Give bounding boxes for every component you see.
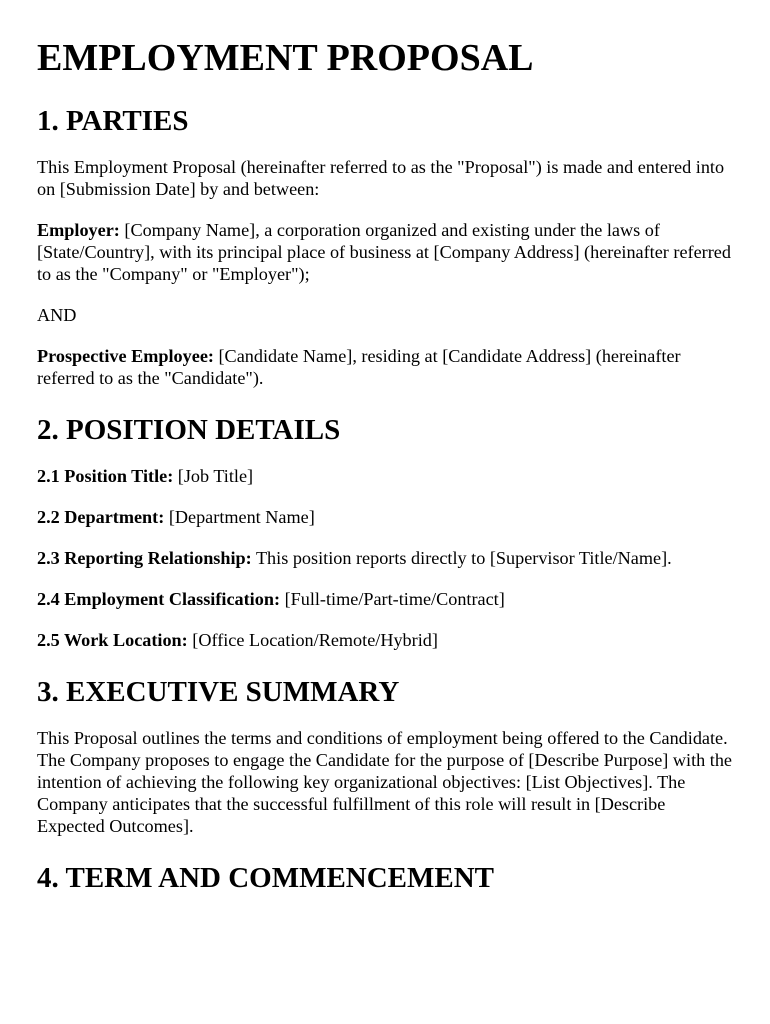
summary-paragraph: This Proposal outlines the terms and conditions of employment being offered to the Candidate. The Company proposes to engage the Candidate for the purpose of [Describe Purpose] with the intention of achieving the following key organizational objectives: [List Objectives]. The Company anticipates that the successful fulfillment of this role will result in [Describe Expected Outcomes]. [37, 728, 732, 836]
document-title: EMPLOYMENT PROPOSAL [37, 37, 534, 79]
employer-paragraph [37, 219, 733, 285]
position-item-title [37, 465, 733, 487]
position-item-department [37, 506, 733, 528]
section-heading-summary: 3. EXECUTIVE SUMMARY [37, 676, 400, 708]
position-item-label: 2.4 Employment Classification: [37, 589, 281, 609]
section-heading-position: 2. POSITION DETAILS [37, 414, 341, 446]
position-item-location [37, 629, 733, 651]
position-item-label: 2.1 Position Title: [37, 466, 174, 486]
employer-label: Employer: [37, 220, 120, 240]
employer-text: [Company Name], a corporation organized and existing under the laws of [State/Country], with its principal place of business at [Company Address] (hereinafter referred to as the "Company" or "Employer"); [37, 220, 731, 284]
employee-paragraph [37, 345, 733, 389]
position-item-value: This position reports directly to [Supervisor Title/Name]. [251, 548, 672, 568]
section-heading-parties: 1. PARTIES [37, 105, 189, 137]
position-item-label: 2.5 Work Location: [37, 630, 188, 650]
position-item-label: 2.2 Department: [37, 507, 165, 527]
position-item-reporting [37, 547, 733, 569]
position-item-value: [Department Name] [164, 507, 315, 527]
parties-intro-paragraph: This Employment Proposal (hereinafter referred to as the "Proposal") is made and entered into on [Submission Date] by and between: [37, 157, 725, 199]
employee-text: [Candidate Name], residing at [Candidate Address] (hereinafter referred to as the "Candidate"). [37, 346, 681, 388]
position-item-value: [Office Location/Remote/Hybrid] [187, 630, 438, 650]
position-item-label: 2.3 Reporting Relationship: [37, 548, 252, 568]
section-heading-term: 4. TERM AND COMMENCEMENT [37, 862, 495, 894]
employee-label: Prospective Employee: [37, 346, 214, 366]
position-item-value: [Full-time/Part-time/Contract] [280, 589, 505, 609]
and-text: AND [37, 305, 77, 325]
position-item-classification [37, 588, 733, 610]
position-item-value: [Job Title] [173, 466, 254, 486]
